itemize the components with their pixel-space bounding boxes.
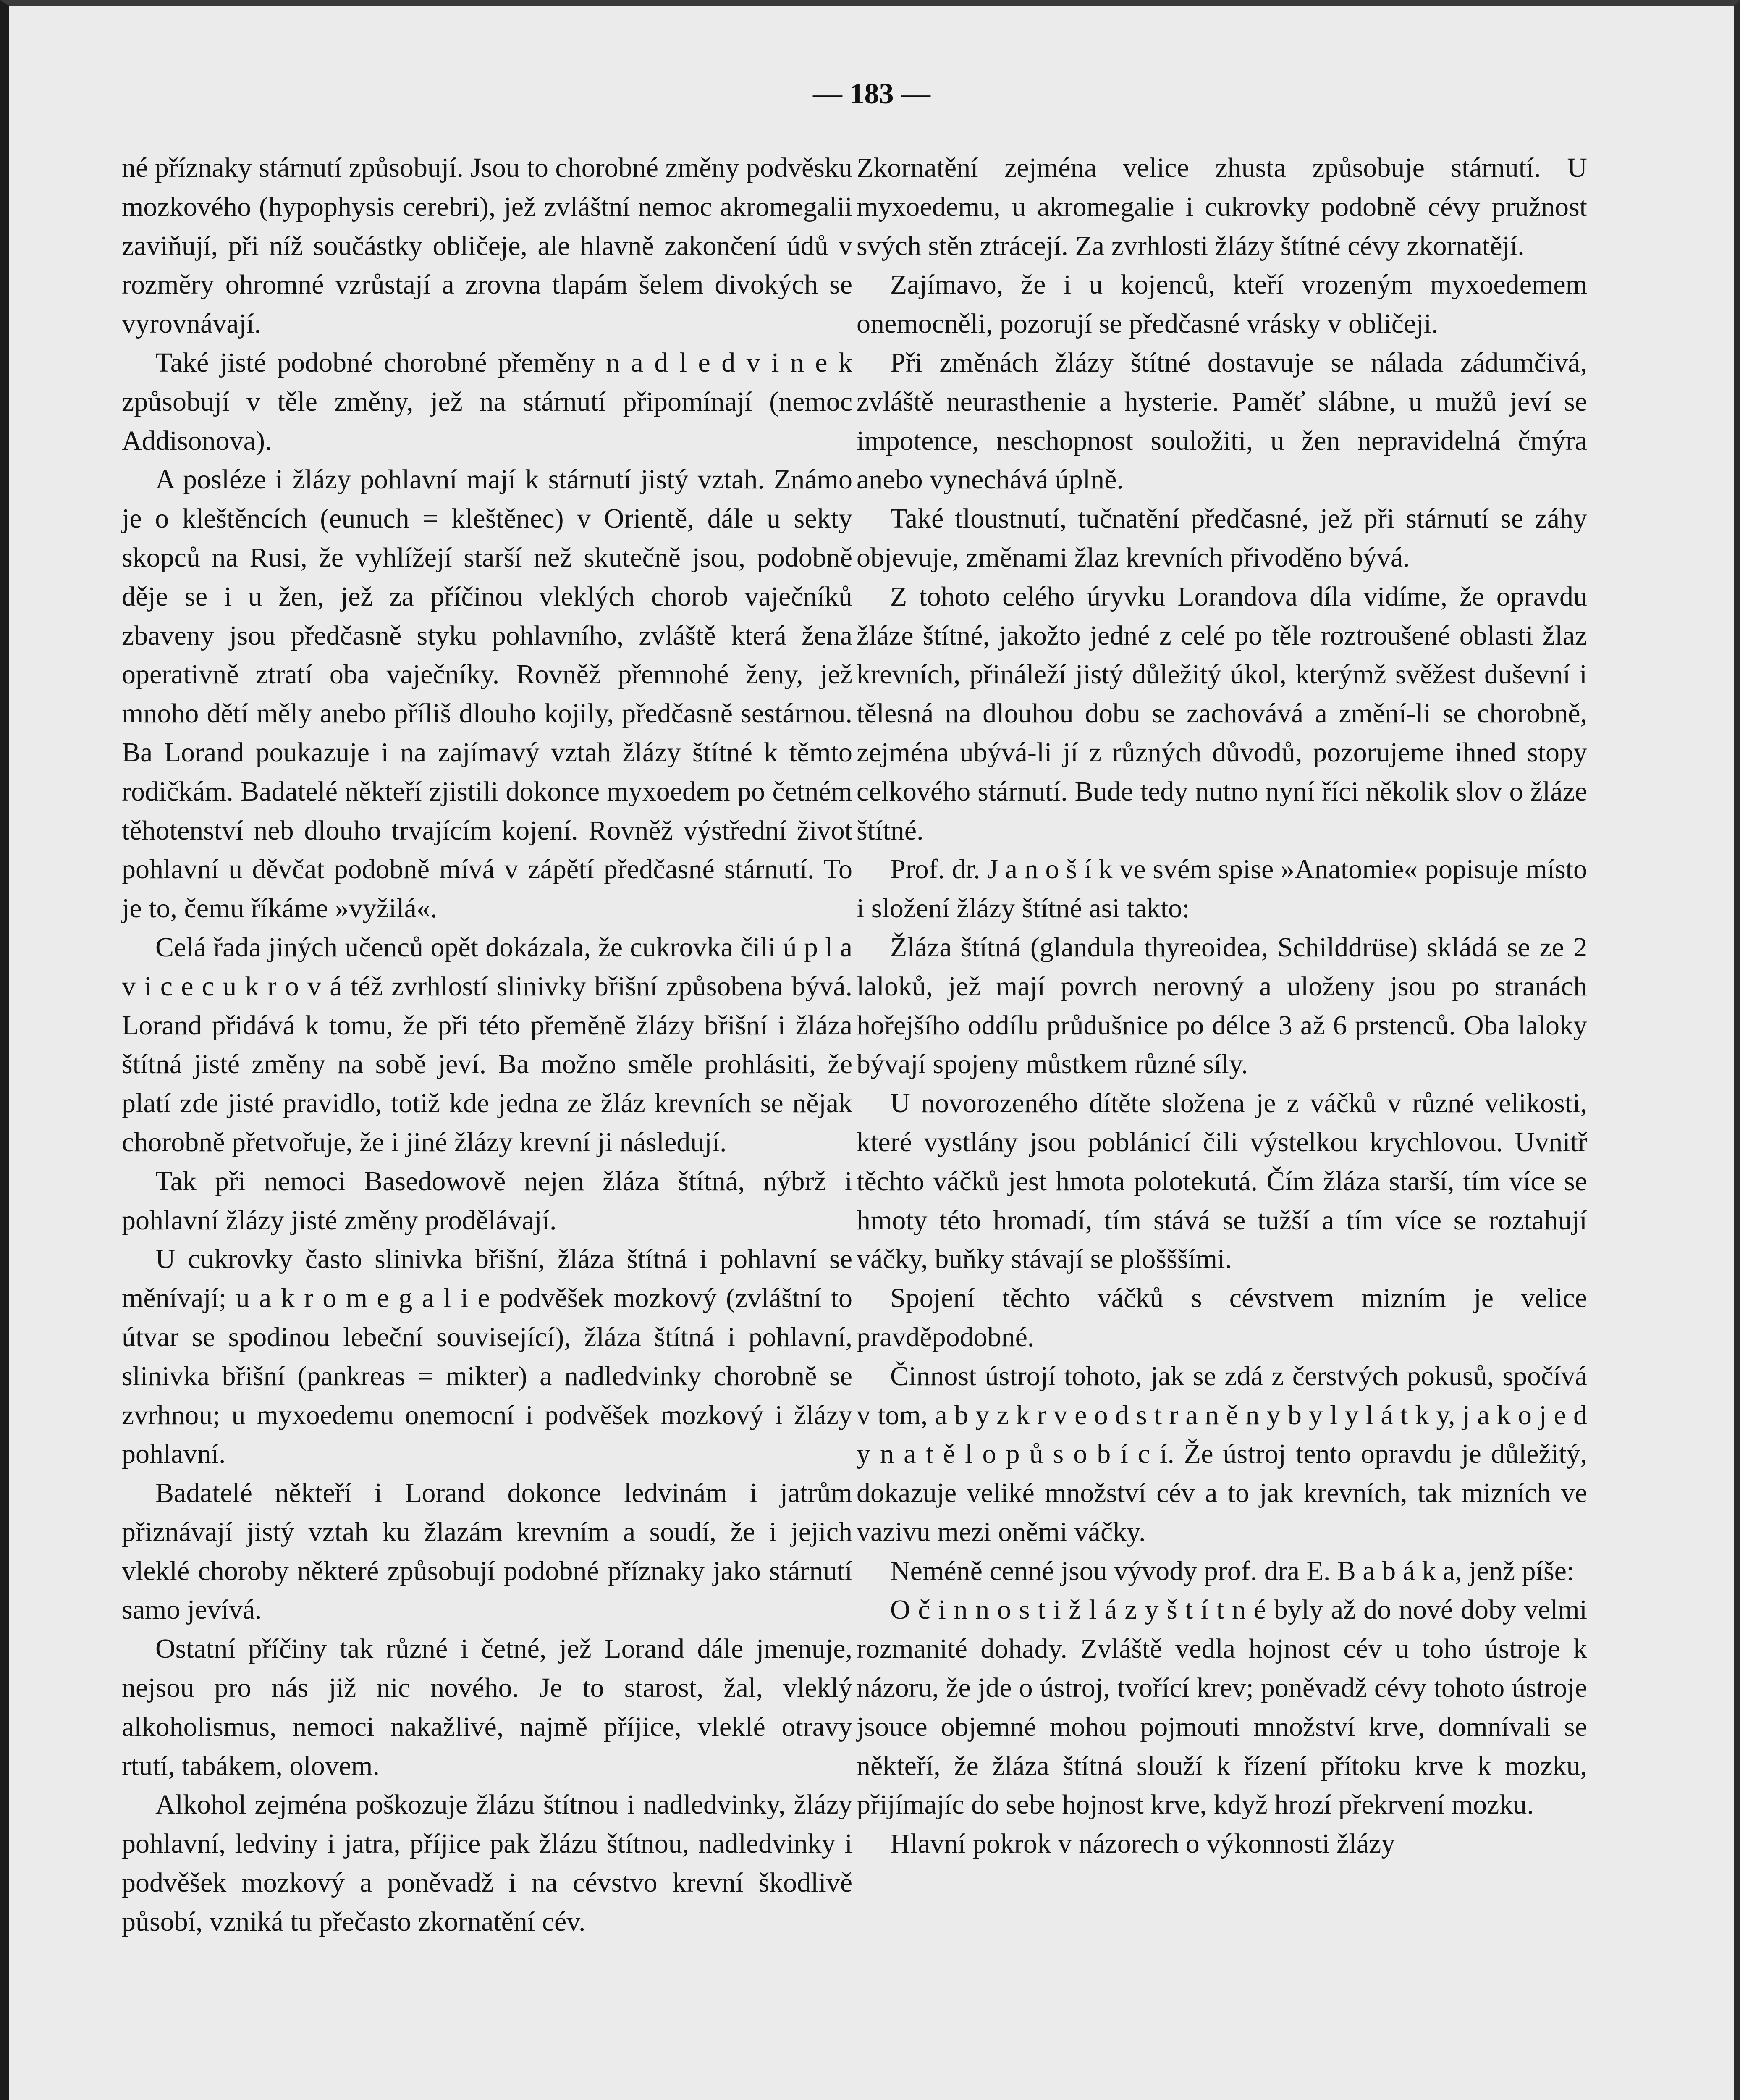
paragraph: A posléze i žlázy pohlavní mají k stárnutí jistý vztah. Známo je o kleštěncích (eunuch = kleštěnec) v Orientě, dále u sekty skopců na Rusi, že vyhlížejí starší než skutečně jsou, podobně děje se i u žen, jež za příčinou vleklých chorob vaječníků zbaveny jsou předčasně styku pohlavního, zvláště která žena operativně ztratí oba vaječníky. Rovněž přemnohé ženy, jež mnoho dětí měly anebo příliš dlouho kojily, předčasně sestárnou. Ba Lorand poukazuje i na zajímavý vztah žlázy štítné k těmto rodičkám. Badatelé někteří zjistili dokonce myxoedem po četném těhotenství neb dlouho trvajícím kojení. Rovněž výstřední život pohlavní u děvčat podobně mívá v zápětí předčasné stárnutí. To je to, čemu říkáme »vyžilá«. [122, 464, 852, 924]
paragraph: Při změnách žlázy štítné dostavuje se nálada zádumčivá, zvláště neurasthenie a hysterie. Paměť slábne, u mužů jeví se impotence, neschopnost souložiti, u žen nepravidelná čmýra anebo vynechává úplně. [857, 347, 1587, 495]
paragraph: O č i n n o s t i ž l á z y š t í t n é byly až do nové doby velmi rozmanité dohady. Zvláště vedla hojnost cév u toho ústroje k názoru, že jde o ústroj, tvořící krev; poněvadž cévy tohoto ústroje jsouce objemné mohou pojmouti množství krve, domnívali se někteří, že žláza štítná slouží k řízení přítoku krve k mozku, přijímajíc do sebe hojnost krve, když hrozí překrvení mozku. [857, 1594, 1587, 1820]
page-number: — 183 — [813, 78, 930, 110]
paragraph: Alkohol zejména poškozuje žlázu štítnou i nadledvinky, žlázy pohlavní, ledviny i jatra, příjice pak žlázu štítnou, nadledvinky i podvěšek mozkový a poněvadž i na cévstvo krevní škodlivě působí, vzniká tu přečasto zkornatění cév. [122, 1789, 852, 1937]
paragraph: Celá řada jiných učenců opět dokázala, že cukrovka čili ú p l a v i c e c u k r o v á též zvrhlostí slinivky břišní způsobena bývá. Lorand přidává k tomu, že při této přeměně žlázy břišní i žláza štítná jisté změny na sobě jeví. Ba možno směle prohlásiti, že platí zde jisté pravidlo, totiž kde jedna ze žláz krevních se nějak chorobně přetvořuje, že i jiné žlázy krevní ji následují. [122, 932, 852, 1158]
paragraph: Z tohoto celého úryvku Lorandova díla vidíme, že opravdu žláze štítné, jakožto jedné z celé po těle roztroušené oblasti žlaz krevních, přináleží jistý důležitý úkol, kterýmž svěžest duševní i tělesná na dlouhou dobu se zachovává a změní-li se chorobně, zejména ubývá-li jí z různých důvodů, pozorujeme ihned stopy celkového stárnutí. Bude tedy nutno nyní říci několik slov o žláze štítné. [857, 581, 1587, 846]
right-column [857, 149, 1587, 1864]
paragraph: Neméně cenné jsou vývody prof. dra E. B a b á k a, jenž píše: [890, 1555, 1575, 1586]
paragraph: Žláza štítná (glandula thyreoidea, Schilddrüse) skládá se ze 2 laloků, jež mají povrch nerovný a uloženy jsou po stranách hořejšího oddílu průdušnice po délce 3 až 6 prstenců. Oba laloky bývají spojeny můstkem různé síly. [857, 932, 1587, 1080]
paragraph: Tak při nemoci Basedowově nejen žláza štítná, nýbrž i pohlavní žlázy jisté změny prodělávají. [122, 1166, 852, 1236]
paragraph: Zajímavo, že i u kojenců, kteří vrozeným myxoedemem onemocněli, pozorují se předčasné vrásky v obličeji. [857, 269, 1587, 339]
paragraph: Ostatní příčiny tak různé i četné, jež Lorand dále jmenuje, nejsou pro nás již nic nového. Je to starost, žal, vleklý alkoholismus, nemoci nakažlivé, najmě příjice, vleklé otravy rtutí, tabákem, olovem. [122, 1633, 852, 1781]
paragraph: Také jisté podobné chorobné přeměny n a d l e d v i n e k způsobují v těle změny, jež na stárnutí připomínají (nemoc Addisonova). [122, 347, 852, 456]
paragraph: Zkornatění zejména velice zhusta způsobuje stárnutí. U myxoedemu, u akromegalie i cukrovky podobně cévy pružnost svých stěn ztrácejí. Za zvrhlosti žlázy štítné cévy zkornatějí. [857, 152, 1587, 261]
paragraph: U novorozeného dítěte složena je z váčků v různé velikosti, které vystlány jsou poblánicí čili výstelkou krychlovou. Uvnitř těchto váčků jest hmota polotekutá. Čím žláza starší, tím více se hmoty této hromadí, tím stává se tužší a tím více se roztahují váčky, buňky stávají se plošššími. [857, 1088, 1587, 1275]
paragraph: Badatelé někteří i Lorand dokonce ledvinám i jatrům přiznávají jistý vztah ku žlazám krevním a soudí, že i jejich vleklé choroby některé způsobují podobné příznaky jako stárnutí samo jevívá. [122, 1478, 852, 1625]
paragraph: Spojení těchto váčků s cévstvem mizním je velice pravděpodobné. [857, 1283, 1587, 1352]
paragraph: Prof. dr. J a n o š í k ve svém spise »Anatomie« popisuje místo i složení žlázy štítné asi takto: [857, 854, 1587, 924]
left-column [122, 149, 852, 1942]
paragraph: Hlavní pokrok v názorech o výkonnosti žlázy [890, 1828, 1395, 1859]
paragraph: Také tloustnutí, tučnatění předčasné, jež při stárnutí se záhy objevuje, změnami žlaz krevních přivoděno bývá. [857, 503, 1587, 573]
paragraph: U cukrovky často slinivka břišní, žláza štítná i pohlavní se měnívají; u a k r o m e g a l i e podvěšek mozkový (zvláštní to útvar se spodinou lebeční související), žláza štítná i pohlavní, slinivka břišní (pankreas = mikter) a nadledvinky chorobně se zvrhnou; u myxoedemu onemocní i podvěšek mozkový i žlázy pohlavní. [122, 1244, 852, 1470]
paragraph: né příznaky stárnutí způsobují. Jsou to chorobné změny podvěsku mozkového (hypophysis cerebri), jež zvláštní nemoc akromegalii zaviňují, při níž součástky obličeje, ale hlavně zakončení údů v rozměry ohromné vzrůstají a zrovna tlapám šelem divokých se vyrovnávají. [122, 152, 852, 339]
paragraph: Činnost ústrojí tohoto, jak se zdá z čerstvých pokusů, spočívá v tom, a b y z k r v e o d s t r a n ě n y b y l y l á t k y, j a k o j e d y n a t ě l o p ů s o b í c í. Že ústroj tento opravdu je důležitý, dokazuje veliké množství cév a to jak krevních, tak mizních ve vazivu mezi oněmi váčky. [857, 1360, 1587, 1547]
